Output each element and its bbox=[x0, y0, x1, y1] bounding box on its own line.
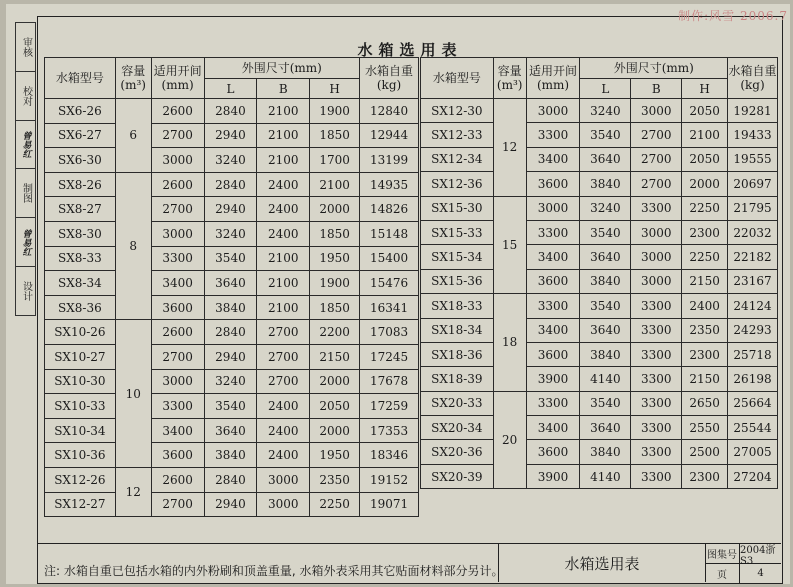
height-cell: 2050 bbox=[310, 394, 360, 419]
height-cell: 2250 bbox=[682, 245, 728, 269]
table-row bbox=[45, 271, 419, 296]
weight-cell: 19281 bbox=[728, 99, 778, 123]
width-cell: 3000 bbox=[631, 269, 682, 293]
opening-cell: 2600 bbox=[151, 467, 204, 492]
model-cell: SX20-34 bbox=[421, 416, 494, 440]
capacity-cell: 8 bbox=[115, 172, 151, 320]
length-cell: 3540 bbox=[580, 220, 631, 244]
note-divider bbox=[38, 543, 498, 544]
header-opening-unit: (mm) bbox=[161, 78, 194, 92]
model-cell: SX6-27 bbox=[45, 123, 116, 148]
atlas-row bbox=[705, 544, 781, 567]
left-table bbox=[44, 57, 419, 517]
weight-cell: 19071 bbox=[360, 492, 419, 517]
opening-cell: 3000 bbox=[526, 196, 580, 220]
table-row bbox=[421, 367, 778, 391]
header-h: H bbox=[310, 79, 360, 99]
height-cell: 2050 bbox=[682, 99, 728, 123]
opening-cell: 3300 bbox=[526, 123, 580, 147]
length-cell: 3840 bbox=[580, 172, 631, 196]
weight-cell: 25544 bbox=[728, 416, 778, 440]
opening-cell: 2700 bbox=[151, 197, 204, 222]
length-cell: 3540 bbox=[580, 123, 631, 147]
length-cell: 3540 bbox=[580, 391, 631, 415]
width-cell: 3000 bbox=[257, 492, 310, 517]
width-cell: 3300 bbox=[631, 342, 682, 366]
header-row bbox=[421, 58, 778, 79]
watermark: 制作:风雪 2006.7 bbox=[678, 9, 788, 23]
height-cell: 2500 bbox=[682, 440, 728, 464]
length-cell: 3640 bbox=[204, 271, 257, 296]
height-cell: 1850 bbox=[310, 295, 360, 320]
length-cell: 2940 bbox=[204, 492, 257, 517]
length-cell: 3840 bbox=[204, 295, 257, 320]
model-cell: SX6-26 bbox=[45, 99, 116, 124]
header-opening-text: 适用开间 bbox=[529, 64, 578, 78]
table-row bbox=[45, 344, 419, 369]
opening-cell: 3400 bbox=[526, 245, 580, 269]
capacity-cell: 12 bbox=[493, 99, 526, 197]
width-cell: 3300 bbox=[631, 367, 682, 391]
weight-cell: 16341 bbox=[360, 295, 419, 320]
height-cell: 1700 bbox=[310, 148, 360, 173]
model-cell: SX18-34 bbox=[421, 318, 494, 342]
capacity-cell: 6 bbox=[115, 99, 151, 173]
weight-cell: 17083 bbox=[360, 320, 419, 345]
length-cell: 2840 bbox=[204, 172, 257, 197]
header-outer-size: 外围尺寸(mm) bbox=[204, 58, 360, 79]
header-capacity-text: 容量 bbox=[497, 64, 522, 78]
opening-cell: 3300 bbox=[526, 220, 580, 244]
capacity-cell: 10 bbox=[115, 320, 151, 468]
atlas-value: 2004浙S3 bbox=[740, 544, 776, 567]
length-cell: 3640 bbox=[580, 245, 631, 269]
opening-cell: 3600 bbox=[151, 295, 204, 320]
length-cell: 3540 bbox=[204, 246, 257, 271]
width-cell: 2700 bbox=[257, 320, 310, 345]
right-table bbox=[420, 57, 778, 489]
header-l: L bbox=[580, 79, 631, 99]
model-cell: SX18-36 bbox=[421, 342, 494, 366]
model-cell: SX15-34 bbox=[421, 245, 494, 269]
weight-cell: 17259 bbox=[360, 394, 419, 419]
model-cell: SX8-26 bbox=[45, 172, 116, 197]
header-row bbox=[45, 58, 419, 79]
weight-cell: 25718 bbox=[728, 342, 778, 366]
model-cell: SX18-39 bbox=[421, 367, 494, 391]
height-cell: 2050 bbox=[682, 147, 728, 171]
model-cell: SX12-30 bbox=[421, 99, 494, 123]
header-capacity-unit: (m³) bbox=[120, 78, 146, 92]
header-model: 水箱型号 bbox=[421, 58, 494, 99]
opening-cell: 3600 bbox=[526, 342, 580, 366]
approval-cell: 曾易红 bbox=[16, 218, 35, 267]
opening-cell: 3600 bbox=[526, 172, 580, 196]
height-cell: 2300 bbox=[682, 220, 728, 244]
weight-cell: 20697 bbox=[728, 172, 778, 196]
table-row bbox=[421, 245, 778, 269]
weight-cell: 17353 bbox=[360, 418, 419, 443]
table-row bbox=[45, 148, 419, 173]
width-cell: 2400 bbox=[257, 197, 310, 222]
model-cell: SX10-33 bbox=[45, 394, 116, 419]
table-row bbox=[45, 246, 419, 271]
opening-cell: 2700 bbox=[151, 492, 204, 517]
weight-cell: 19555 bbox=[728, 147, 778, 171]
length-cell: 3840 bbox=[204, 443, 257, 468]
model-cell: SX8-30 bbox=[45, 221, 116, 246]
model-cell: SX6-30 bbox=[45, 148, 116, 173]
header-weight-text: 水箱自重 bbox=[365, 64, 414, 78]
title-block-name: 水箱选用表 bbox=[499, 544, 706, 582]
header-weight bbox=[728, 58, 778, 99]
height-cell: 1950 bbox=[310, 246, 360, 271]
opening-cell: 3300 bbox=[151, 246, 204, 271]
height-cell: 2300 bbox=[682, 342, 728, 366]
opening-cell: 2600 bbox=[151, 99, 204, 124]
header-b: B bbox=[631, 79, 682, 99]
length-cell: 3240 bbox=[580, 99, 631, 123]
table-row bbox=[45, 295, 419, 320]
length-cell: 4140 bbox=[580, 367, 631, 391]
atlas-label: 图集号 bbox=[705, 544, 740, 563]
opening-cell: 3000 bbox=[526, 99, 580, 123]
table-row bbox=[421, 294, 778, 318]
table-row bbox=[45, 467, 419, 492]
weight-cell: 24124 bbox=[728, 294, 778, 318]
table-row bbox=[421, 220, 778, 244]
height-cell: 2150 bbox=[310, 344, 360, 369]
height-cell: 2000 bbox=[682, 172, 728, 196]
weight-cell: 14826 bbox=[360, 197, 419, 222]
header-h: H bbox=[682, 79, 728, 99]
width-cell: 2700 bbox=[257, 369, 310, 394]
model-cell: SX10-30 bbox=[45, 369, 116, 394]
header-opening bbox=[151, 58, 204, 99]
opening-cell: 3400 bbox=[526, 416, 580, 440]
weight-cell: 19152 bbox=[360, 467, 419, 492]
width-cell: 2700 bbox=[631, 123, 682, 147]
weight-cell: 21795 bbox=[728, 196, 778, 220]
length-cell: 2840 bbox=[204, 467, 257, 492]
table-row bbox=[421, 342, 778, 366]
length-cell: 2940 bbox=[204, 123, 257, 148]
length-cell: 2940 bbox=[204, 197, 257, 222]
height-cell: 2000 bbox=[310, 369, 360, 394]
weight-cell: 17245 bbox=[360, 344, 419, 369]
width-cell: 3300 bbox=[631, 196, 682, 220]
table-row bbox=[421, 196, 778, 220]
width-cell: 3300 bbox=[631, 391, 682, 415]
weight-cell: 27204 bbox=[728, 464, 778, 488]
width-cell: 3000 bbox=[631, 220, 682, 244]
model-cell: SX10-34 bbox=[45, 418, 116, 443]
model-cell: SX15-30 bbox=[421, 196, 494, 220]
table-row bbox=[45, 443, 419, 468]
header-capacity-text: 容量 bbox=[121, 64, 146, 78]
model-cell: SX12-33 bbox=[421, 123, 494, 147]
approval-strip bbox=[15, 22, 36, 316]
width-cell: 2100 bbox=[257, 99, 310, 124]
opening-cell: 3000 bbox=[151, 369, 204, 394]
header-weight-unit: (kg) bbox=[740, 78, 765, 92]
length-cell: 3640 bbox=[580, 147, 631, 171]
weight-cell: 17678 bbox=[360, 369, 419, 394]
height-cell: 2150 bbox=[682, 367, 728, 391]
table-row bbox=[421, 123, 778, 147]
model-cell: SX12-27 bbox=[45, 492, 116, 517]
width-cell: 2700 bbox=[631, 147, 682, 171]
width-cell: 3300 bbox=[631, 416, 682, 440]
table-row bbox=[421, 416, 778, 440]
width-cell: 2400 bbox=[257, 221, 310, 246]
opening-cell: 3400 bbox=[526, 147, 580, 171]
weight-cell: 25664 bbox=[728, 391, 778, 415]
model-cell: SX20-36 bbox=[421, 440, 494, 464]
opening-cell: 3400 bbox=[151, 271, 204, 296]
page-value: 4 bbox=[757, 568, 764, 579]
width-cell: 2400 bbox=[257, 443, 310, 468]
width-cell: 3300 bbox=[631, 464, 682, 488]
opening-cell: 3300 bbox=[526, 294, 580, 318]
opening-cell: 3000 bbox=[151, 148, 204, 173]
table-row bbox=[45, 369, 419, 394]
length-cell: 3240 bbox=[580, 196, 631, 220]
height-cell: 1850 bbox=[310, 221, 360, 246]
width-cell: 3000 bbox=[631, 99, 682, 123]
length-cell: 3240 bbox=[204, 148, 257, 173]
length-cell: 3640 bbox=[580, 416, 631, 440]
table-row bbox=[45, 123, 419, 148]
table-row bbox=[45, 418, 419, 443]
table-row bbox=[421, 172, 778, 196]
page-row bbox=[705, 564, 781, 583]
model-cell: SX18-33 bbox=[421, 294, 494, 318]
weight-cell: 26198 bbox=[728, 367, 778, 391]
width-cell: 3300 bbox=[631, 318, 682, 342]
drawing-sheet bbox=[6, 4, 790, 584]
model-cell: SX8-27 bbox=[45, 197, 116, 222]
table-row bbox=[45, 99, 419, 124]
opening-cell: 2700 bbox=[151, 344, 204, 369]
table-row bbox=[45, 394, 419, 419]
model-cell: SX8-36 bbox=[45, 295, 116, 320]
weight-cell: 19433 bbox=[728, 123, 778, 147]
length-cell: 4140 bbox=[580, 464, 631, 488]
opening-cell: 2600 bbox=[151, 172, 204, 197]
width-cell: 2700 bbox=[631, 172, 682, 196]
header-b: B bbox=[257, 79, 310, 99]
weight-cell: 22032 bbox=[728, 220, 778, 244]
opening-cell: 3300 bbox=[151, 394, 204, 419]
header-weight bbox=[360, 58, 419, 99]
model-cell: SX12-34 bbox=[421, 147, 494, 171]
opening-cell: 2600 bbox=[151, 320, 204, 345]
opening-cell: 3400 bbox=[526, 318, 580, 342]
approval-cell: 校对 bbox=[16, 72, 35, 121]
height-cell: 2150 bbox=[682, 269, 728, 293]
table-row bbox=[45, 221, 419, 246]
header-model: 水箱型号 bbox=[45, 58, 116, 99]
weight-cell: 24293 bbox=[728, 318, 778, 342]
height-cell: 1950 bbox=[310, 443, 360, 468]
header-opening-unit: (mm) bbox=[536, 78, 570, 92]
table-row bbox=[421, 269, 778, 293]
length-cell: 3240 bbox=[204, 221, 257, 246]
length-cell: 2840 bbox=[204, 320, 257, 345]
table-row bbox=[421, 464, 778, 488]
opening-cell: 3600 bbox=[526, 440, 580, 464]
header-opening-text: 适用开间 bbox=[153, 64, 202, 78]
weight-cell: 15400 bbox=[360, 246, 419, 271]
height-cell: 2000 bbox=[310, 418, 360, 443]
model-cell: SX8-34 bbox=[45, 271, 116, 296]
weight-cell: 12944 bbox=[360, 123, 419, 148]
width-cell: 2100 bbox=[257, 271, 310, 296]
width-cell: 2100 bbox=[257, 123, 310, 148]
length-cell: 3540 bbox=[204, 394, 257, 419]
capacity-cell: 20 bbox=[493, 391, 526, 489]
capacity-cell: 15 bbox=[493, 196, 526, 294]
weight-cell: 27005 bbox=[728, 440, 778, 464]
width-cell: 2400 bbox=[257, 418, 310, 443]
weight-cell: 14935 bbox=[360, 172, 419, 197]
opening-cell: 2700 bbox=[151, 123, 204, 148]
width-cell: 3300 bbox=[631, 294, 682, 318]
model-cell: SX12-26 bbox=[45, 467, 116, 492]
length-cell: 3640 bbox=[204, 418, 257, 443]
table-row bbox=[45, 492, 419, 517]
width-cell: 2700 bbox=[257, 344, 310, 369]
approval-cell: 设计 bbox=[20, 281, 32, 302]
width-cell: 2100 bbox=[257, 246, 310, 271]
approval-cell: 审核 bbox=[16, 23, 35, 72]
table-row bbox=[45, 172, 419, 197]
weight-cell: 22182 bbox=[728, 245, 778, 269]
height-cell: 2550 bbox=[682, 416, 728, 440]
height-cell: 1850 bbox=[310, 123, 360, 148]
table-row bbox=[421, 147, 778, 171]
length-cell: 3240 bbox=[204, 369, 257, 394]
model-cell: SX15-36 bbox=[421, 269, 494, 293]
title-block-grid bbox=[705, 544, 781, 582]
model-cell: SX20-33 bbox=[421, 391, 494, 415]
table-row bbox=[421, 440, 778, 464]
height-cell: 2100 bbox=[310, 172, 360, 197]
height-cell: 2100 bbox=[682, 123, 728, 147]
opening-cell: 3000 bbox=[151, 221, 204, 246]
page-label: 页 bbox=[705, 564, 740, 583]
length-cell: 2940 bbox=[204, 344, 257, 369]
length-cell: 3840 bbox=[580, 440, 631, 464]
opening-cell: 3400 bbox=[151, 418, 204, 443]
model-cell: SX8-33 bbox=[45, 246, 116, 271]
table-row bbox=[421, 318, 778, 342]
height-cell: 2350 bbox=[310, 467, 360, 492]
header-weight-text: 水箱自重 bbox=[728, 64, 777, 78]
length-cell: 2840 bbox=[204, 99, 257, 124]
weight-cell: 15476 bbox=[360, 271, 419, 296]
height-cell: 2300 bbox=[682, 464, 728, 488]
width-cell: 3300 bbox=[631, 440, 682, 464]
width-cell: 3000 bbox=[631, 245, 682, 269]
height-cell: 2250 bbox=[310, 492, 360, 517]
height-cell: 2350 bbox=[682, 318, 728, 342]
model-cell: SX15-33 bbox=[421, 220, 494, 244]
weight-cell: 23167 bbox=[728, 269, 778, 293]
height-cell: 2000 bbox=[310, 197, 360, 222]
table-row bbox=[45, 197, 419, 222]
length-cell: 3840 bbox=[580, 269, 631, 293]
table-note: 注: 水箱自重已包括水箱的内外粉刷和顶盖重量, 水箱外表采用其它贴面材料部分另计。 bbox=[44, 564, 504, 578]
weight-cell: 18346 bbox=[360, 443, 419, 468]
model-cell: SX10-26 bbox=[45, 320, 116, 345]
header-opening bbox=[526, 58, 580, 99]
length-cell: 3840 bbox=[580, 342, 631, 366]
width-cell: 2400 bbox=[257, 172, 310, 197]
width-cell: 2100 bbox=[257, 295, 310, 320]
opening-cell: 3600 bbox=[151, 443, 204, 468]
header-capacity bbox=[493, 58, 526, 99]
height-cell: 2200 bbox=[310, 320, 360, 345]
table-title: 水箱选用表 bbox=[357, 41, 463, 59]
model-cell: SX12-36 bbox=[421, 172, 494, 196]
length-cell: 3540 bbox=[580, 294, 631, 318]
model-cell: SX10-36 bbox=[45, 443, 116, 468]
weight-cell: 12840 bbox=[360, 99, 419, 124]
weight-cell: 15148 bbox=[360, 221, 419, 246]
approval-cell: 制图 bbox=[16, 169, 35, 218]
length-cell: 3640 bbox=[580, 318, 631, 342]
model-cell: SX10-27 bbox=[45, 344, 116, 369]
height-cell: 2400 bbox=[682, 294, 728, 318]
opening-cell: 3900 bbox=[526, 464, 580, 488]
height-cell: 1900 bbox=[310, 99, 360, 124]
header-l: L bbox=[204, 79, 257, 99]
table-row bbox=[421, 99, 778, 123]
drawing-frame bbox=[37, 16, 783, 584]
weight-cell: 13199 bbox=[360, 148, 419, 173]
approval-cell: 曾易红 bbox=[16, 121, 35, 170]
header-weight-unit: (kg) bbox=[376, 78, 402, 92]
title-block bbox=[498, 543, 781, 582]
height-cell: 2250 bbox=[682, 196, 728, 220]
opening-cell: 3600 bbox=[526, 269, 580, 293]
width-cell: 2400 bbox=[257, 394, 310, 419]
capacity-cell: 18 bbox=[493, 294, 526, 392]
capacity-cell: 12 bbox=[115, 467, 151, 516]
header-outer-size: 外围尺寸(mm) bbox=[580, 58, 728, 79]
opening-cell: 3300 bbox=[526, 391, 580, 415]
height-cell: 2650 bbox=[682, 391, 728, 415]
height-cell: 1900 bbox=[310, 271, 360, 296]
header-capacity-unit: (m³) bbox=[496, 78, 523, 92]
width-cell: 3000 bbox=[257, 467, 310, 492]
model-cell: SX20-39 bbox=[421, 464, 494, 488]
table-row bbox=[421, 391, 778, 415]
table-row bbox=[45, 320, 419, 345]
opening-cell: 3900 bbox=[526, 367, 580, 391]
header-capacity bbox=[115, 58, 151, 99]
width-cell: 2100 bbox=[257, 148, 310, 173]
